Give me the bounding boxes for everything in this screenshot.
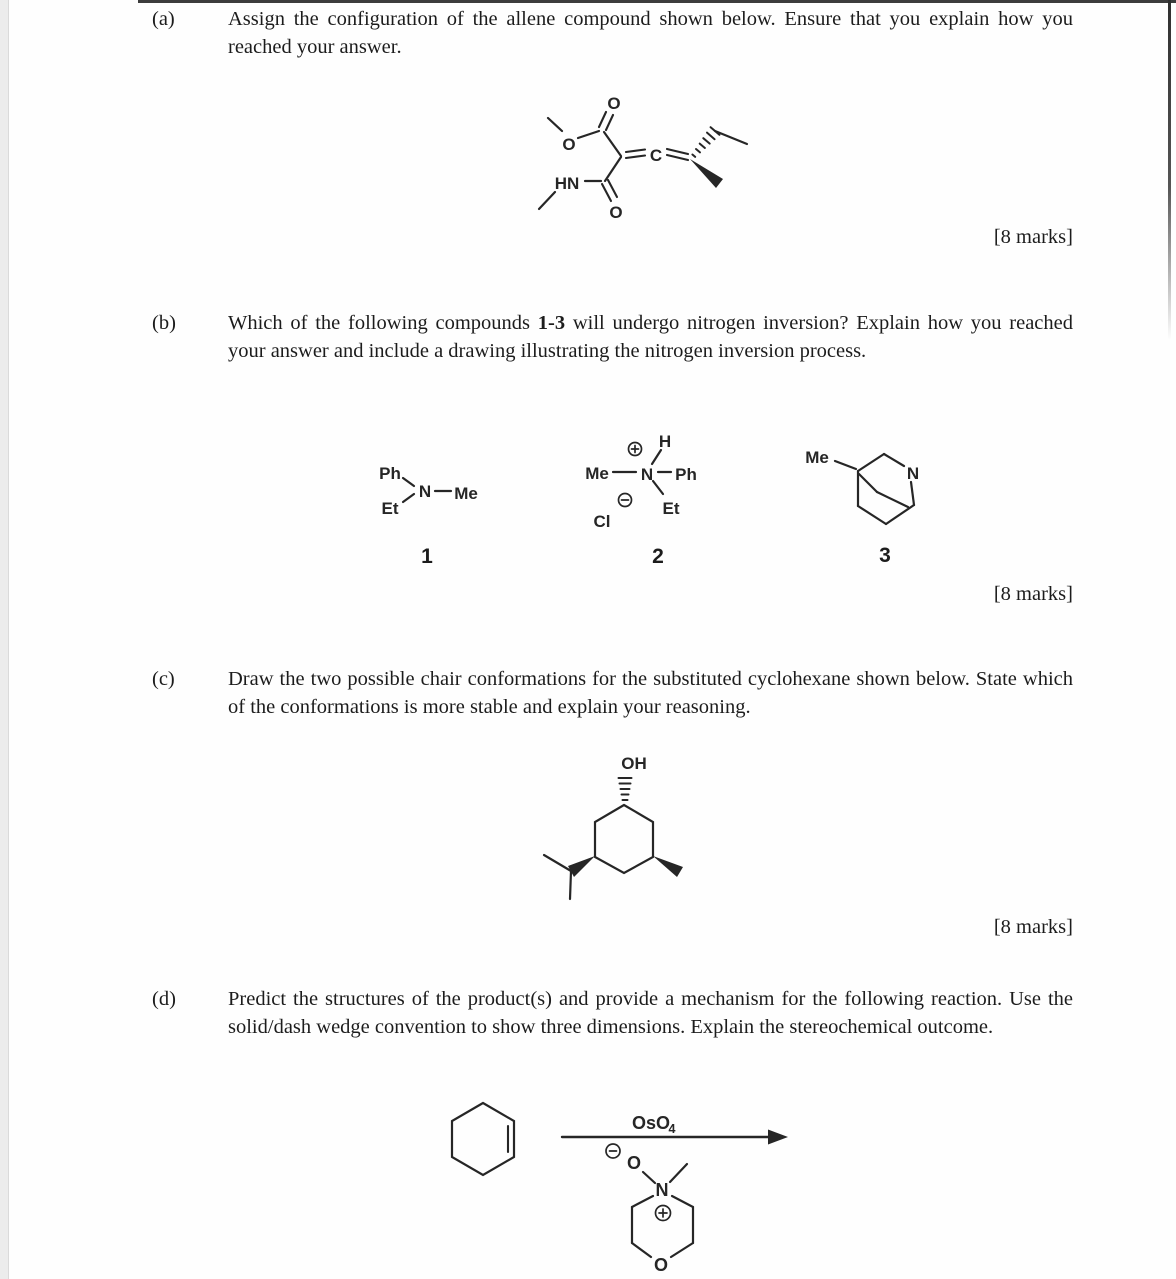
plus-charge-icon <box>656 1206 671 1221</box>
structure-2-ammonium-salt-drawing <box>575 425 715 537</box>
hydroxyl-label: OH <box>621 754 647 773</box>
structure-1-amine-drawing <box>365 455 490 525</box>
nitrogen-label: N <box>418 482 432 501</box>
ester-carbonyl-oxygen-label: O <box>607 94 621 113</box>
plus-charge-icon <box>629 443 642 456</box>
methyl-label: Me <box>454 484 478 503</box>
marks-c: [8 marks] <box>993 916 1073 938</box>
scan-edge-left <box>0 0 9 1279</box>
phenyl-label: Ph <box>675 465 697 484</box>
minus-charge-icon <box>619 494 632 507</box>
question-b-text <box>228 310 1073 365</box>
reagent-oso4-label: OsO <box>631 1113 671 1133</box>
reagent-oso4-subscript: 4 <box>668 1122 676 1136</box>
nitrogen-label: N <box>655 1180 669 1200</box>
question-d-label: (d) <box>152 988 176 1010</box>
methyl-label: Me <box>585 464 609 483</box>
question-b-label: (b) <box>152 312 176 334</box>
ester-oxygen-label: O <box>562 135 576 154</box>
question-b-text-start: Which of the following compounds <box>228 312 538 334</box>
morpholine-oxygen-label: O <box>653 1255 669 1275</box>
nitrogen-label: N <box>906 464 920 483</box>
amide-oxygen-label: O <box>609 203 623 222</box>
nitrogen-label: N <box>640 465 654 484</box>
structure-3-bicyclic-amine-drawing <box>790 440 935 535</box>
structure-a-allene-drawing <box>530 90 790 228</box>
bold-wedge <box>653 856 683 877</box>
allene-central-carbon-label: C <box>649 146 663 165</box>
minus-charge-icon <box>606 1144 620 1158</box>
chloride-label: Cl <box>593 512 611 531</box>
hydrogen-label: H <box>658 432 672 451</box>
reaction-scheme-drawing <box>440 1095 790 1279</box>
n-oxide-oxygen-label: O <box>626 1153 642 1173</box>
phenyl-label: Ph <box>379 464 401 483</box>
bold-wedge <box>568 856 595 877</box>
ethyl-label: Et <box>381 499 399 518</box>
amide-nh-label: HN <box>554 174 580 193</box>
question-a-text: Assign the configuration of the allene compound shown below. Ensure that you explain how you reached your answer. <box>228 8 1073 58</box>
compound-1-number: 1 <box>421 545 433 568</box>
question-c-label: (c) <box>152 668 175 690</box>
structure-c-cyclohexane-drawing <box>530 748 695 908</box>
marks-a: [8 marks] <box>993 226 1073 248</box>
marks-b: [8 marks] <box>993 583 1073 605</box>
compound-2-number: 2 <box>652 545 664 568</box>
bold-wedge <box>690 159 723 188</box>
methyl-label: Me <box>805 448 829 467</box>
cyclohexene-structure <box>452 1103 514 1175</box>
scan-edge-right <box>1168 0 1171 340</box>
question-b-text-end: will undergo nitrogen inversion? Explain how you reached your answer and include a drawing illustrating the nitrogen inversion process. <box>228 312 1073 362</box>
nmo-structure <box>606 1144 693 1275</box>
ethyl-label: Et <box>662 499 680 518</box>
scan-edge-top <box>138 0 1176 3</box>
question-c-text: Draw the two possible chair conformations for the substituted cyclohexane shown below. State which of the conformations is more stable and explain your reasoning. <box>228 668 1073 718</box>
question-a-label: (a) <box>152 8 175 30</box>
question-b-compound-range: 1-3 <box>537 312 566 334</box>
compound-3-number: 3 <box>879 544 891 567</box>
question-d-text: Predict the structures of the product(s) and provide a mechanism for the following reaction. Use the solid/dash wedge convention to show three dimensions. Explain the stereochemical outcome. <box>228 988 1073 1038</box>
